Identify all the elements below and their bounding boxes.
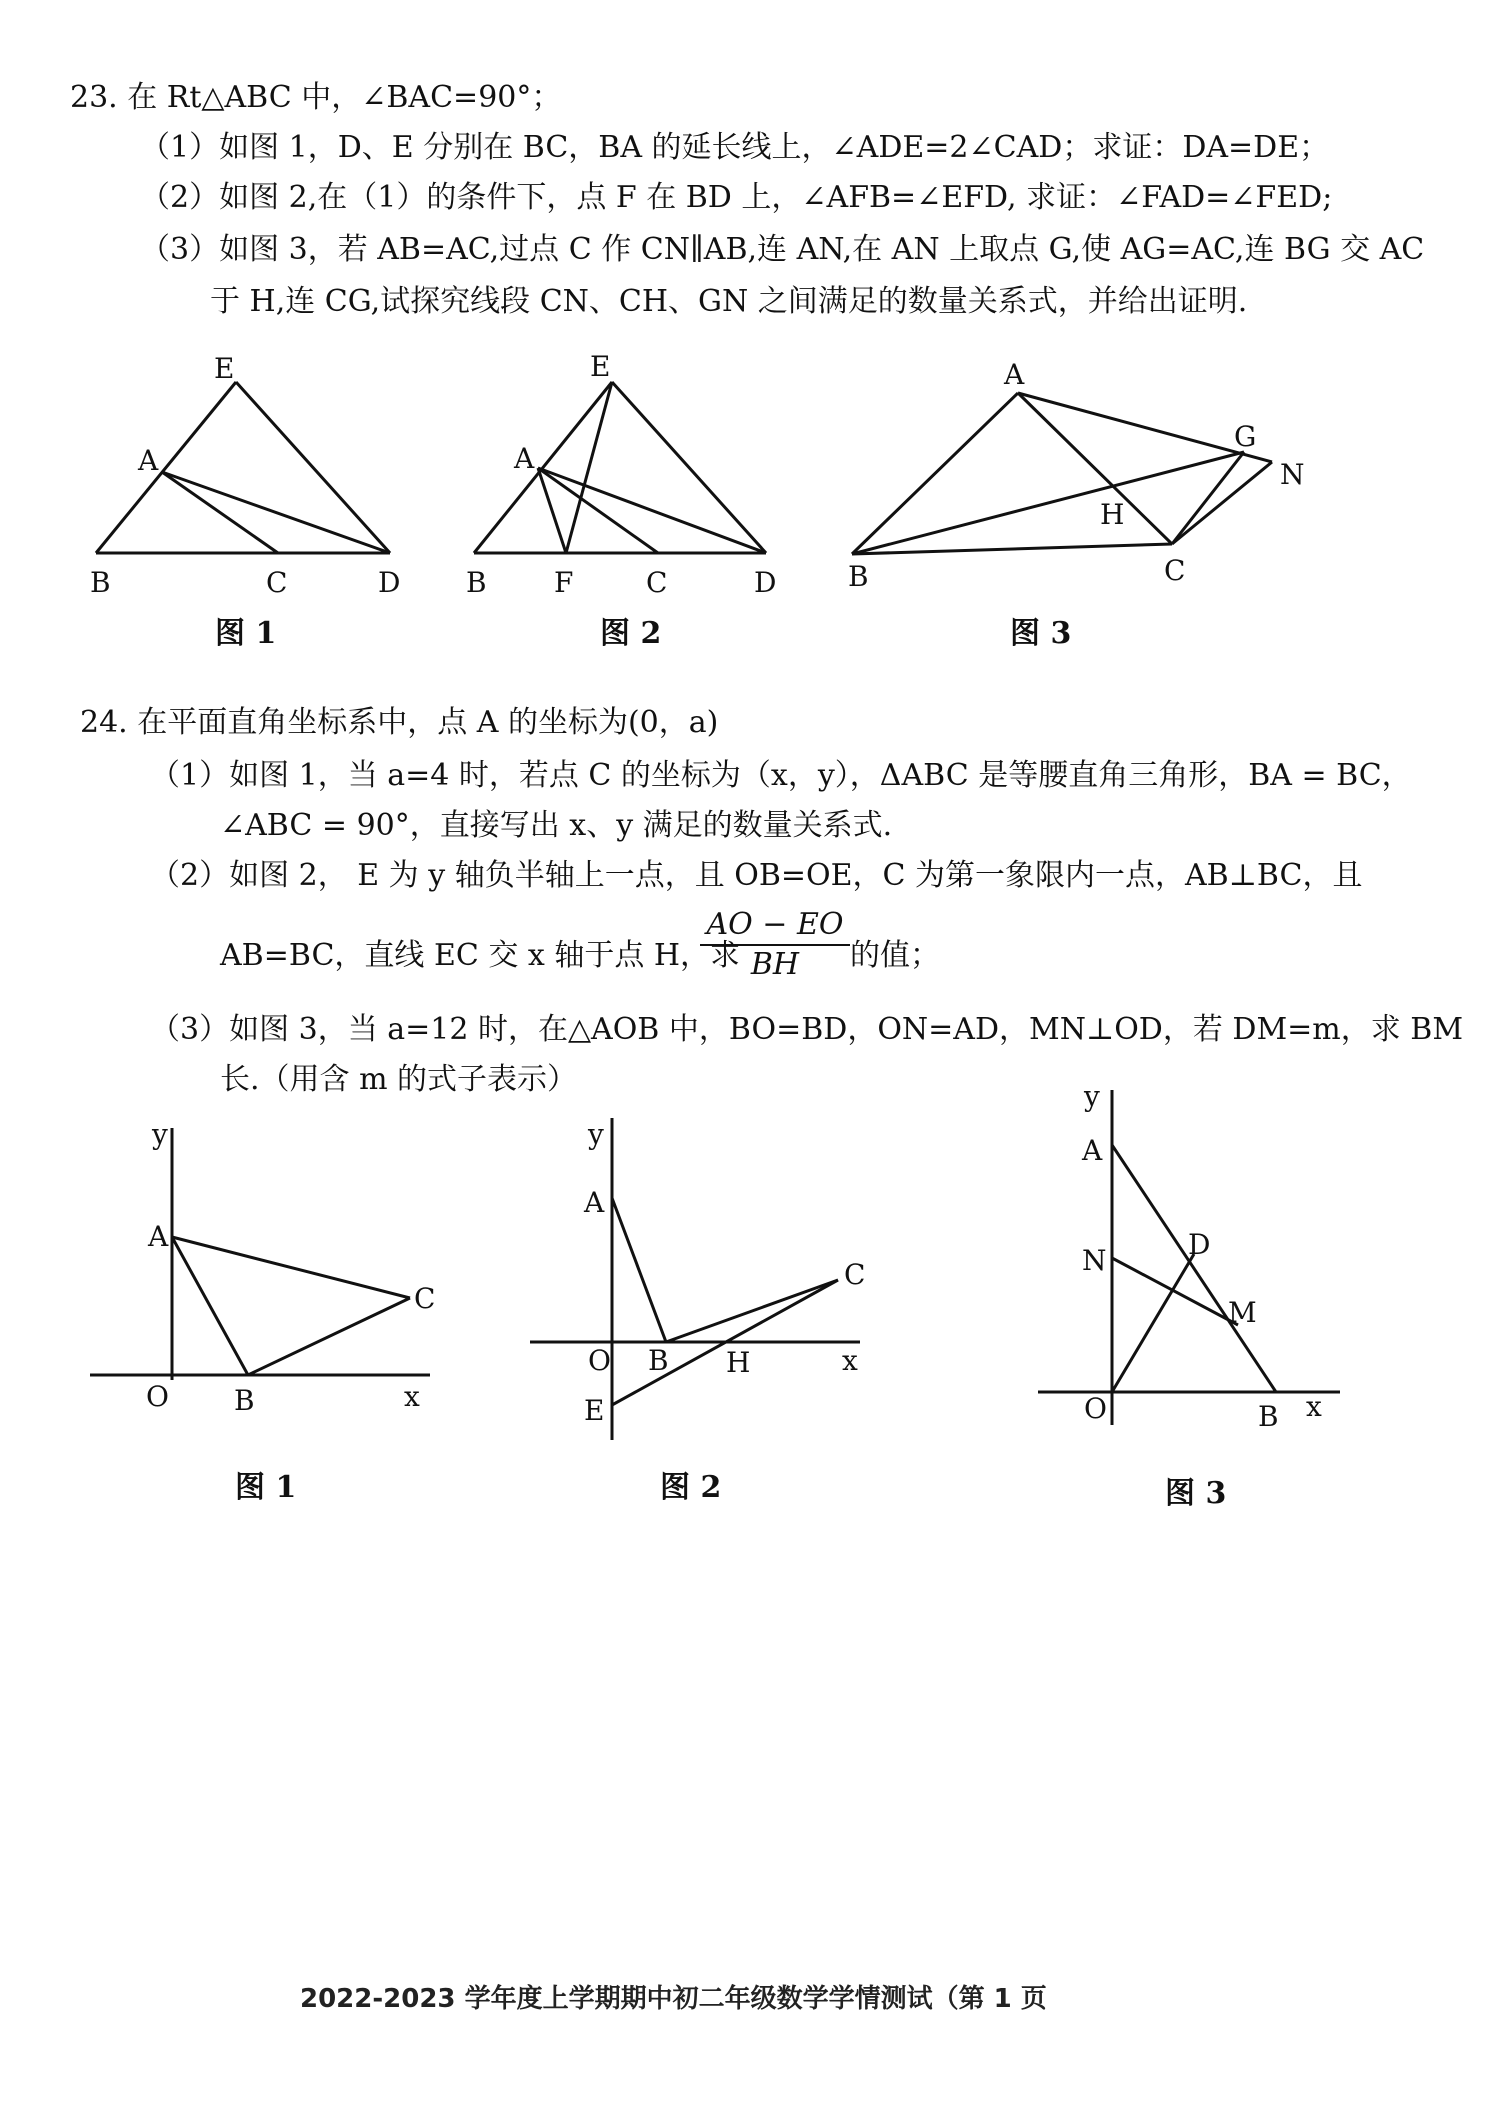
- q23-fig1-caption: 图 1: [215, 616, 277, 651]
- q24-fig3-label-x: x: [1306, 1390, 1322, 1423]
- q24-fig1-label-x: x: [404, 1380, 420, 1413]
- fig2-label-f: F: [554, 566, 574, 599]
- q24-fig2-label-y: y: [588, 1118, 604, 1151]
- q24-fig1-label-a: A: [148, 1220, 169, 1253]
- q24-part3-line1: （3）如图 3，当 a=12 时，在△AOB 中，BO=BD，ON=AD，MN⊥OD，若 DM=m，求 BM: [150, 1012, 1464, 1047]
- fraction-numerator: AO − EO: [700, 906, 850, 946]
- fig3-label-b: B: [848, 560, 869, 593]
- q24-fig2-label-h: H: [726, 1346, 751, 1379]
- q24-part2-line2-post: 的值；: [850, 938, 940, 973]
- q24-part3-line2: 长.（用含 m 的式子表示）: [220, 1062, 578, 1097]
- q24-fig3-label-a: A: [1082, 1134, 1103, 1167]
- q24-fig1-label-b: B: [234, 1384, 255, 1417]
- q24-fig2-label-c: C: [844, 1258, 866, 1291]
- fig2-label-c: C: [646, 566, 668, 599]
- q24-fig1-label-c: C: [414, 1282, 436, 1315]
- fig1-label-a: A: [138, 444, 159, 477]
- fraction-denominator: BH: [750, 947, 800, 982]
- fig2-label-d: D: [754, 566, 777, 599]
- fig2-label-a: A: [514, 442, 535, 475]
- q24-fig2-label-e: E: [584, 1394, 605, 1427]
- q24-part1-line2: ∠ABC = 90°，直接写出 x、y 满足的数量关系式.: [220, 808, 893, 843]
- q24-fig3-label-y: y: [1084, 1080, 1100, 1113]
- q24-stem: 24. 在平面直角坐标系中，点 A 的坐标为(0，a): [80, 705, 719, 740]
- fig3-label-a: A: [1004, 358, 1025, 391]
- q23-stem: 23. 在 Rt△ABC 中，∠BAC=90°；: [70, 80, 562, 115]
- q24-fig1-caption: 图 1: [235, 1470, 297, 1505]
- q23-figure-3: [840, 350, 1340, 600]
- q24-fig3-label-m: M: [1228, 1296, 1257, 1329]
- q24-fig2-label-b: B: [648, 1344, 669, 1377]
- fig3-label-g: G: [1234, 420, 1257, 453]
- q24-figure-3: [1030, 1080, 1350, 1440]
- q23-figure-1: [70, 340, 430, 600]
- q24-figure-1: [80, 1110, 440, 1420]
- q24-fig2-label-x: x: [842, 1344, 858, 1377]
- fig2-label-e: E: [590, 350, 611, 383]
- q24-fig1-label-o: O: [146, 1380, 169, 1413]
- q23-part1: （1）如图 1，D、E 分别在 BC，BA 的延长线上，∠ADE=2∠CAD；求证：DA=DE；: [140, 130, 1330, 165]
- q24-part2-line2-pre: AB=BC，直线 EC 交 x 轴于点 H，求: [220, 938, 741, 973]
- fig3-label-h: H: [1100, 498, 1125, 531]
- q23-part3-line2: 于 H,连 CG,试探究线段 CN、CH、GN 之间满足的数量关系式，并给出证明.: [210, 284, 1248, 319]
- fig1-label-d: D: [378, 566, 401, 599]
- q24-fraction: [700, 906, 850, 984]
- q24-fig3-label-b: B: [1258, 1400, 1279, 1433]
- fig2-label-b: B: [466, 566, 487, 599]
- q24-fig1-label-y: y: [152, 1118, 168, 1151]
- fig3-label-n: N: [1280, 458, 1305, 491]
- q23-figure-2: [460, 340, 800, 600]
- q24-fig2-label-a: A: [584, 1186, 605, 1219]
- q24-fig3-label-n: N: [1082, 1244, 1107, 1277]
- page-footer: 2022-2023 学年度上学期期中初二年级数学学情测试（第 1 页: [300, 1984, 1047, 2014]
- fig1-label-c: C: [266, 566, 288, 599]
- q23-part3-line1: （3）如图 3，若 AB=AC,过点 C 作 CN∥AB,连 AN,在 AN 上取点 G,使 AG=AC,连 BG 交 AC: [140, 232, 1425, 267]
- q24-figure-2: [520, 1110, 880, 1450]
- q23-part2: （2）如图 2,在（1）的条件下，点 F 在 BD 上，∠AFB=∠EFD, 求证：∠FAD=∠FED;: [140, 180, 1333, 215]
- fig1-label-e: E: [214, 352, 235, 385]
- q24-fig3-caption: 图 3: [1165, 1476, 1227, 1511]
- q23-fig2-caption: 图 2: [600, 616, 662, 651]
- fig1-label-b: B: [90, 566, 111, 599]
- q24-fig3-label-o: O: [1084, 1392, 1107, 1425]
- q24-part1-line1: （1）如图 1，当 a=4 时，若点 C 的坐标为（x，y），ΔABC 是等腰直角三角形，BA = BC，: [150, 758, 1412, 793]
- q24-fig3-label-d: D: [1188, 1228, 1211, 1261]
- q23-fig3-caption: 图 3: [1010, 616, 1072, 651]
- fig3-label-c: C: [1164, 554, 1186, 587]
- q24-fig2-caption: 图 2: [660, 1470, 722, 1505]
- q24-part2-line1: （2）如图 2， E 为 y 轴负半轴上一点，且 OB=OE，C 为第一象限内一点，AB⊥BC，且: [150, 858, 1363, 893]
- q24-fig2-label-o: O: [588, 1344, 611, 1377]
